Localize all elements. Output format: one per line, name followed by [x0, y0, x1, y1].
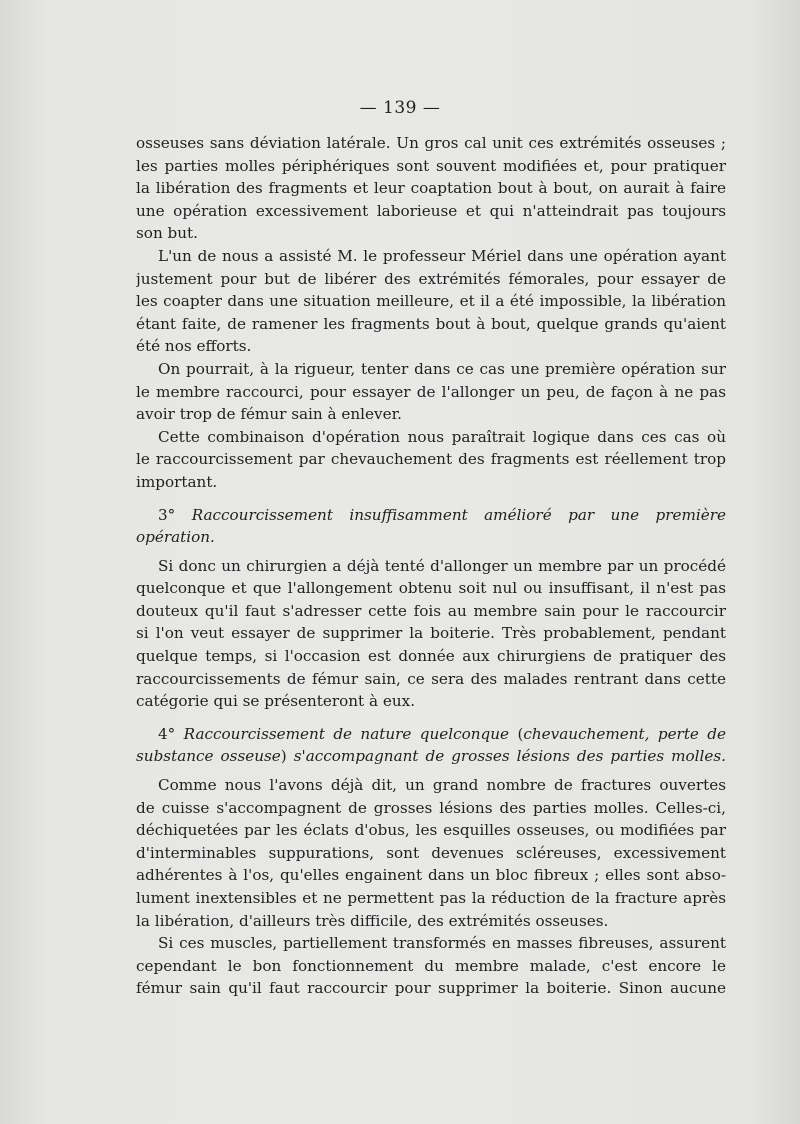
text-line: Si donc un chirurgien a déjà tenté d'allonger un membre par un procédé — [158, 556, 726, 575]
heading-text: Raccourcissement de nature quelconque — [183, 724, 510, 743]
heading-number: 3° — [158, 505, 176, 524]
text-line: Cette combinaison d'opération nous paraîtrait logique dans ces cas où — [158, 427, 726, 446]
heading-line — [136, 745, 726, 768]
heading-paren: ) — [280, 747, 294, 766]
paragraph — [136, 932, 726, 1000]
heading-line — [136, 723, 726, 746]
text-line: On pourrait, à la rigueur, tenter dans ce cas une première opération sur — [158, 359, 726, 378]
text-line: le membre raccourci, pour essayer de l'allonger un peu, de façon à ne pas — [136, 382, 726, 401]
text-line: important. — [136, 472, 218, 491]
paragraph — [136, 245, 726, 358]
text-line: étant faite, de ramener les fragments bout à bout, quelque grands qu'aient — [136, 314, 726, 333]
text-line: quelque temps, si l'occasion est donnée aux chirurgiens de pratiquer des — [136, 647, 726, 666]
text-line: la libération des fragments et leur coaptation bout à bout, on aurait à faire — [136, 179, 726, 198]
paragraph — [136, 426, 726, 494]
text-line: une opération excessivement laborieuse et qui n'atteindrait pas toujours — [136, 201, 726, 220]
heading-text: s'accompagnant de grosses lésions des parties molles. — [293, 747, 726, 766]
paragraph — [136, 774, 726, 932]
heading-text: chevauchement, perte de — [523, 724, 726, 743]
paragraph — [136, 555, 726, 713]
text-line: de cuisse s'accompagnent de grosses lésions des parties molles. Celles-ci, — [136, 798, 726, 817]
text-line: Si ces muscles, partiellement transformés en masses fibreuses, assurent — [158, 934, 726, 953]
text-line: cependant le bon fonctionnement du membre malade, c'est encore le — [136, 956, 726, 975]
text-line: douteux qu'il faut s'adresser cette fois au membre sain pour le raccourcir — [136, 601, 726, 620]
heading-line — [136, 504, 726, 527]
text-line: osseuses sans déviation latérale. Un gros cal unit ces extrémités osseuses ; — [136, 134, 726, 152]
page-number: — 139 — — [359, 98, 441, 118]
paragraph — [136, 358, 726, 426]
text-line: la libération, d'ailleurs très difficile, des extrémités osseuses. — [136, 911, 609, 930]
text-line: raccourcissements de fémur sain, ce sera des malades rentrant dans cette — [136, 669, 726, 688]
paragraph — [136, 132, 726, 245]
heading-line: opération. — [136, 528, 215, 547]
section-heading — [136, 504, 726, 549]
text-line: les coapter dans une situation meilleure, et il a été impossible, la libération — [136, 292, 726, 311]
text-line: déchiquetées par les éclats d'obus, les esquilles osseuses, ou modifiées par — [136, 821, 726, 840]
heading-text: Raccourcissement insuffisamment amélioré par une première — [191, 505, 726, 524]
text-line: si l'on veut essayer de supprimer la boiterie. Très probablement, pendant — [136, 624, 726, 643]
text-line: justement pour but de libérer des extrémités fémorales, pour essayer de — [136, 269, 726, 288]
text-line: adhérentes à l'os, qu'elles engainent dans un bloc fibreux ; elles sont abso- — [136, 866, 726, 885]
text-line: quelconque et que l'allongement obtenu soit nul ou insuffisant, il n'est pas — [136, 579, 726, 598]
text-line: avoir trop de fémur sain à enlever. — [136, 405, 402, 424]
text-line: les parties molles périphériques sont souvent modifiées et, pour pratiquer — [136, 156, 726, 175]
text-line: son but. — [136, 224, 198, 243]
text-line: lument inextensibles et ne permettent pas la réduction de la fracture après — [136, 889, 726, 907]
text-line: L'un de nous a assisté M. le professeur Mériel dans une opération ayant — [158, 246, 726, 265]
heading-text: substance osseuse — [136, 747, 281, 766]
text-line: fémur sain qu'il faut raccourcir pour supprimer la boiterie. Sinon aucune — [136, 979, 726, 998]
text-line: été nos efforts. — [136, 337, 252, 356]
text-line: catégorie qui se présenteront à eux. — [136, 692, 416, 711]
text-line: Comme nous l'avons déjà dit, un grand nombre de fractures ouvertes — [158, 776, 726, 795]
heading-paren: ( — [509, 724, 524, 743]
text-line: d'interminables suppurations, sont devenues scléreuses, excessivement — [136, 843, 726, 862]
body-text — [136, 132, 726, 1000]
text-line: le raccourcissement par chevauchement des fragments est réellement trop — [136, 450, 726, 469]
section-heading — [136, 723, 726, 768]
heading-number: 4° — [158, 724, 176, 743]
